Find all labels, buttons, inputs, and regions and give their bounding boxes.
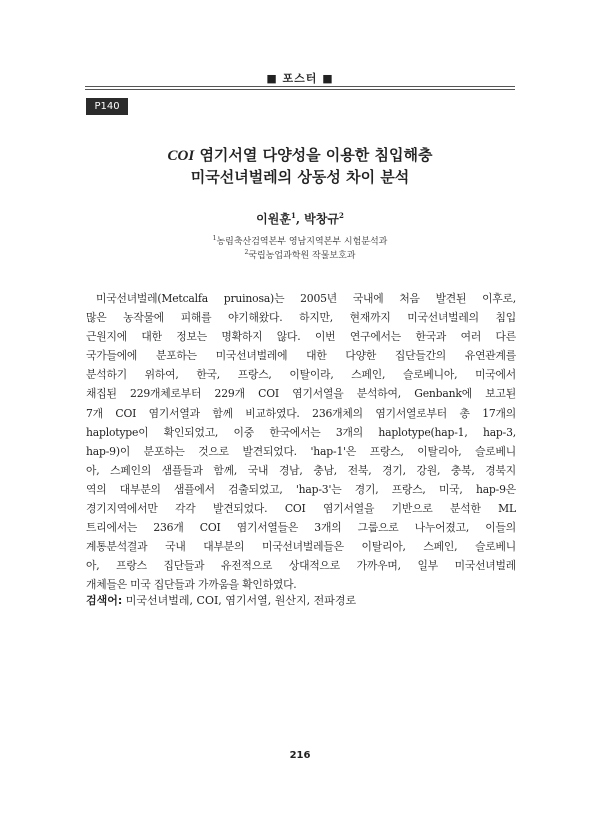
- abstract-line: 많은 농작물에 피해를 야기해왔다. 하지만, 현재까지 미국선녀벌레의 침입: [86, 311, 516, 325]
- page-number: 216: [289, 750, 311, 761]
- abstract-line: hap-9)이 분포하는 것으로 발견되었다. 'hap-1'은 프랑스, 이탈리아, 슬로베니: [86, 444, 516, 458]
- affiliation-mark: 2: [244, 249, 249, 256]
- abstract-line: haplotype이 확인되었고, 이중 한국에서는 3개의 haplotype(hap-1, hap-3,: [86, 425, 516, 439]
- affiliation-text: 국립농업과학원 작물보호과: [248, 251, 356, 261]
- abstract-line: 아, 프랑스 집단들과 유전적으로 상대적으로 가까우며, 일부 미국선녀벌레: [86, 559, 516, 573]
- abstract-line: 트리에서는 236개 COI 염기서열들은 3개의 그룹으로 나누어졌고, 이들의: [86, 521, 516, 535]
- abstract-line: 개체들은 미국 집단들과 가까움을 확인하였다.: [86, 578, 297, 592]
- paper-title-line2: 미국선녀벌레의 상동성 차이 분석: [190, 168, 410, 186]
- abstract-line: 근원지에 대한 정보는 명확하지 않다. 이번 연구에서는 한국과 여러 다른: [86, 330, 516, 344]
- section-header: ■ 포스터 ■: [266, 72, 334, 85]
- poster-id-badge: P140: [86, 98, 128, 115]
- author-affiliation-mark: 1: [290, 211, 296, 220]
- affiliation-text: 농림축산검역본부 영남지역본부 시험분석과: [216, 237, 388, 247]
- author-affiliation-mark: 2: [338, 211, 344, 220]
- title-gene-italic: COI: [167, 148, 195, 164]
- affiliation-mark: 1: [212, 235, 217, 242]
- abstract-line: 아, 스페인의 샘플들과 함께, 국내 경남, 충남, 전북, 경기, 강원, 충북, 경북지: [86, 463, 516, 477]
- author-name: 이원훈: [256, 212, 291, 226]
- abstract-line: 계통분석결과 국내 대부분의 미국선녀벌레들은 이탈리아, 스페인, 슬로베니: [86, 540, 516, 554]
- abstract-line: 국가들에에 분포하는 미국선녀벌레에 대한 다양한 집단들간의 유연관계를: [86, 349, 516, 363]
- author-separator: ,: [295, 212, 305, 226]
- abstract-line: 미국선녀벌레(Metcalfa pruinosa)는 2005년 국내에 처음 발견된 이후로,: [96, 292, 516, 305]
- abstract-body: [86, 289, 516, 595]
- affiliation: [0, 234, 600, 247]
- abstract-line: 경기지역에서만 각각 발견되었다. COI 염기서열을 기반으로 분석한 ML: [86, 502, 516, 516]
- author-name: 박창규: [304, 212, 339, 226]
- header-rule-bottom: [85, 89, 515, 90]
- abstract-line: 분석하기 위하여, 한국, 프랑스, 이탈이라, 스페인, 슬로베니아, 미국에서: [86, 368, 516, 382]
- keywords-label: 검색어:: [86, 594, 123, 607]
- keywords-text: 미국선녀벌레, COI, 염기서열, 원산지, 전파경로: [122, 594, 357, 607]
- keywords: [86, 592, 516, 608]
- title-line1-text: 염기서열 다양성을 이용한 침입해충: [194, 146, 433, 164]
- author-list: [0, 210, 600, 227]
- abstract-line: 7개 COI 염기서열과 함께 비교하였다. 236개체의 염기서열로부터 총 17개의: [86, 406, 516, 420]
- paper-title-line1: [0, 144, 600, 165]
- affiliation: [0, 248, 600, 261]
- header-rule-top: [85, 86, 515, 87]
- abstract-line: 역의 대부분의 샘플에서 검출되었고, 'hap-3'는 경기, 프랑스, 미국, hap-9은: [86, 482, 516, 496]
- abstract-line: 채집된 229개체로부터 229개 COI 염기서열을 분석하여, Genbank에 보고된: [86, 387, 516, 401]
